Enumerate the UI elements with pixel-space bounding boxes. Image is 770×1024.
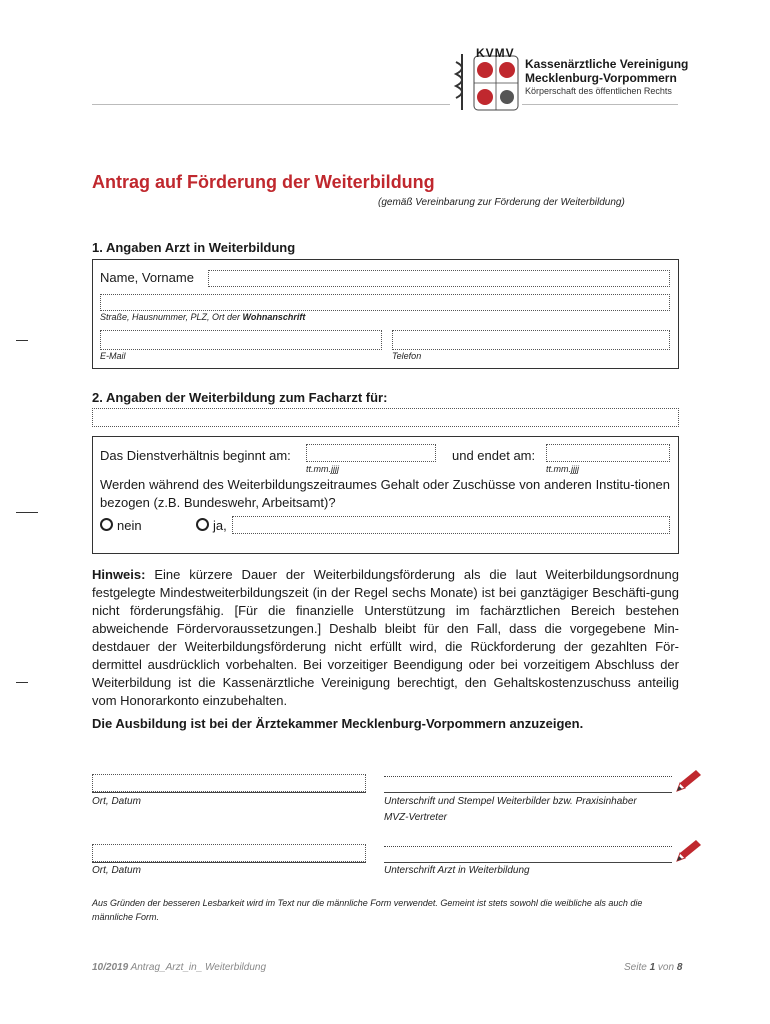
page-subtitle: (gemäß Vereinbarung zur Förderung der Weiterbildung) bbox=[378, 197, 625, 208]
place-date-field-2[interactable] bbox=[92, 844, 366, 862]
fold-mark-3 bbox=[16, 682, 28, 683]
start-date-hint: tt.mm.jjjj bbox=[306, 464, 339, 474]
pencil-icon bbox=[674, 768, 704, 794]
page-total: 8 bbox=[676, 962, 683, 973]
section2-heading: 2. Angaben der Weiterbildung zum Facharzt für: bbox=[92, 390, 388, 405]
footnote: Aus Gründen der besseren Lesbarkeit wird im Text nur die männliche Form verwendet. Gemeint ist stets sowohl die weibliche als auch die männliche Form. bbox=[92, 898, 643, 922]
hint-paragraph bbox=[92, 566, 679, 710]
place-date-label-1: Ort, Datum bbox=[92, 796, 141, 807]
header-rule-left bbox=[92, 104, 450, 105]
address-field[interactable] bbox=[100, 294, 670, 311]
signer-label-2: Unterschrift Arzt in Weiterbildung bbox=[384, 865, 530, 876]
phone-field[interactable] bbox=[392, 330, 670, 350]
signature-underline-1 bbox=[384, 792, 672, 793]
footer-doc-date: 10/2019 bbox=[92, 962, 129, 973]
email-field[interactable] bbox=[100, 330, 382, 350]
place-date-underline-2 bbox=[92, 862, 366, 863]
address-label bbox=[100, 312, 305, 322]
header-rule-right bbox=[522, 104, 678, 105]
option-no[interactable] bbox=[100, 518, 142, 533]
address-label-prefix: Straße, Hausnummer, PLZ, Ort der bbox=[100, 312, 243, 322]
name-field[interactable] bbox=[208, 270, 670, 287]
footer-page-number bbox=[624, 962, 682, 973]
signature-line-1[interactable] bbox=[384, 776, 672, 777]
hint-label: Hinweis: bbox=[92, 567, 146, 582]
page-mid: von bbox=[655, 962, 677, 973]
end-label: und endet am: bbox=[452, 448, 536, 463]
start-date-field[interactable] bbox=[306, 444, 436, 462]
page-current: 1 bbox=[649, 962, 656, 973]
footer-doc-name: Antrag_Arzt_in_ Weiterbildung bbox=[128, 962, 267, 973]
hint-text: Eine kürzere Dauer der Weiterbildungsförderung als die laut Weiterbildungsordnung festgelegte Mindestweiterbildungszeit (in der Regel sechs Monate) ist bei ganztägiger Beschäfti-gung nicht förderungsfähig. [Für die finanzielle Unterstützung im fachärztlichen Bereich bestehen abweichende Fördervoraussetzungen.] Deshalb bleibt für den Fall, dass die vorgegebene Min-destdauer der Weiterbildungsförderung nicht erfüllt wird, die Rückforderung der gezahlten För-dermittel ausdrücklich vorbehalten. Bei vorzeitiger Beendigung oder bei vorzeitigem Abschluss der Weiterbildung ist die Kassenärztliche Vereinigung berechtigt, den Gehaltskostenzuschuss anteilig vom Honorarkonto einzubehalten. bbox=[92, 567, 679, 708]
start-label: Das Dienstverhältnis beginnt am: bbox=[100, 448, 291, 463]
address-label-bold: Wohnanschrift bbox=[242, 312, 306, 322]
yes-detail-field[interactable] bbox=[232, 516, 670, 534]
place-date-label-2: Ort, Datum bbox=[92, 865, 141, 876]
option-yes[interactable] bbox=[196, 518, 227, 533]
option-no-label: nein bbox=[117, 518, 142, 533]
signature-line-2[interactable] bbox=[384, 846, 672, 847]
signature-underline-2 bbox=[384, 862, 672, 863]
page-title: Antrag auf Förderung der Weiterbildung bbox=[92, 172, 435, 192]
footer-doc-id bbox=[92, 962, 266, 973]
org-subtitle: Körperschaft des öffentlichen Rechts bbox=[525, 86, 672, 96]
radio-no-icon[interactable] bbox=[100, 518, 113, 531]
signer-label-1a: Unterschrift und Stempel Weiterbilder bzw. Praxisinhaber bbox=[384, 796, 637, 807]
name-label: Name, Vorname bbox=[100, 270, 194, 285]
end-date-field[interactable] bbox=[546, 444, 670, 462]
radio-yes-icon[interactable] bbox=[196, 518, 209, 531]
notice: Die Ausbildung ist bei der Ärztekammer Mecklenburg-Vorpommern anzuzeigen. bbox=[92, 716, 584, 731]
place-date-underline-1 bbox=[92, 792, 366, 793]
org-name-line2: Mecklenburg-Vorpommern bbox=[525, 71, 677, 85]
page-prefix: Seite bbox=[624, 962, 650, 973]
option-yes-label: ja, bbox=[213, 518, 227, 533]
section1-heading: 1. Angaben Arzt in Weiterbildung bbox=[92, 240, 296, 255]
fold-mark-1 bbox=[16, 340, 28, 341]
pencil-icon bbox=[674, 838, 704, 864]
logo-letters: KVMV bbox=[476, 46, 515, 60]
end-date-hint: tt.mm.jjjj bbox=[546, 464, 579, 474]
email-label: E-Mail bbox=[100, 351, 126, 361]
facharzt-field[interactable] bbox=[92, 408, 679, 427]
income-question: Werden während des Weiterbildungszeitraumes Gehalt oder Zuschüsse von anderen Institu-tionen bezogen (z.B. Bundeswehr, Arbeitsamt)? bbox=[100, 477, 670, 510]
org-name-line1: Kassenärztliche Vereinigung bbox=[525, 57, 689, 71]
fold-mark-2 bbox=[16, 512, 38, 513]
signer-label-1b: MVZ-Vertreter bbox=[384, 812, 447, 823]
phone-label: Telefon bbox=[392, 351, 422, 361]
place-date-field-1[interactable] bbox=[92, 774, 366, 792]
